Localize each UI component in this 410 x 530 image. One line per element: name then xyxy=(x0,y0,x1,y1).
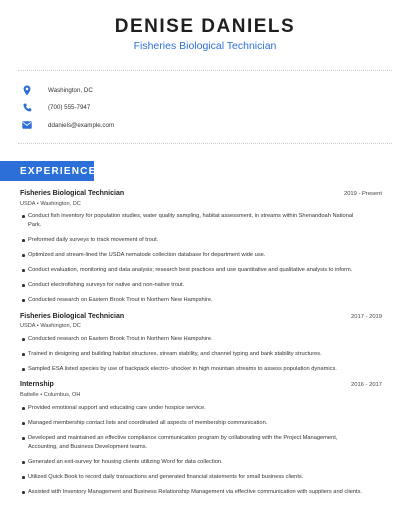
email-text: ddaniels@example.com xyxy=(48,121,115,129)
bullet-dot xyxy=(22,476,25,479)
bullet-text: Conduct evaluation, monitoring and data analysis; research best practices and use quantitative and qualitative analysis to inform. xyxy=(28,267,353,273)
list-item xyxy=(22,473,367,482)
list-item xyxy=(22,236,367,245)
bullet-text: Developed and maintained an effective compliance communication program by collaborating with the Project Management, Accounting, and Business Development teams. xyxy=(28,435,338,451)
job-org: USDA xyxy=(20,201,36,207)
job-dates: 2019 - Present xyxy=(343,191,382,197)
list-item xyxy=(22,335,367,344)
job-dates: 2016 - 2017 xyxy=(351,382,382,388)
job-org: USDA xyxy=(20,323,36,329)
list-item xyxy=(22,350,367,359)
location-pin-icon xyxy=(22,84,32,96)
bullet-text: Provided emotional support and educating care under hospice service. xyxy=(28,405,206,411)
job-title: Fisheries Biological Technician xyxy=(20,313,125,320)
candidate-name: DENISE DANIELS xyxy=(114,16,296,37)
location-text: Washington, DC xyxy=(48,86,93,94)
bullet-text: Conducted research on Eastern Brook Trout in Northern New Hampshire. xyxy=(28,336,213,342)
list-item xyxy=(22,296,367,305)
bullet-dot xyxy=(22,368,25,371)
list-item xyxy=(22,251,367,260)
bullet-dot xyxy=(22,239,25,242)
candidate-title: Fisheries Biological Technician xyxy=(133,40,277,52)
bullet-text: Sampled ESA listed species by use of backpack electro- shocker in high mountain streams to assess population dynamics. xyxy=(28,366,337,372)
bullet-dot xyxy=(22,215,25,218)
bullet-dot xyxy=(22,407,25,410)
bullet-dot xyxy=(22,299,25,302)
list-item xyxy=(22,212,367,231)
list-item xyxy=(22,488,367,497)
job-title: Internship xyxy=(20,381,54,388)
job-employer: USDA • Washington, DC xyxy=(20,201,81,207)
job-title: Fisheries Biological Technician xyxy=(20,190,125,197)
contact-divider xyxy=(18,143,392,144)
contact-location xyxy=(22,84,93,96)
bullet-text: Conducted research on Eastern Brook Trout in Northern New Hampshire. xyxy=(28,297,213,303)
list-item xyxy=(22,458,367,467)
contact-phone xyxy=(22,101,90,113)
job-org: Battelle xyxy=(20,392,39,398)
list-item xyxy=(22,266,367,275)
bullet-dot xyxy=(22,254,25,257)
job-location: Washington, DC xyxy=(40,201,81,207)
bullet-dot xyxy=(22,422,25,425)
bullet-text: Trained in designing and building habitat structures, stream stability, and channel typing and bank stability structures. xyxy=(28,351,322,357)
job-location: Columbus, OH xyxy=(43,392,81,398)
job-location: Washington, DC xyxy=(40,323,81,329)
header-divider xyxy=(18,70,392,71)
bullet-text: Preformed daily surveys to track movement of trout. xyxy=(28,237,159,243)
phone-icon xyxy=(22,101,32,113)
list-item xyxy=(22,281,367,290)
bullet-dot xyxy=(22,338,25,341)
bullet-dot xyxy=(22,461,25,464)
bullet-text: Conduct fish inventory for population studies, water quality sampling, habitat assessment, in streams within Shenandoah National Park. xyxy=(28,213,354,229)
bullet-text: Generated an exit-survey for housing clients utilizing Word for data collection. xyxy=(28,459,223,465)
bullet-text: Utilized Quick Book to record daily transactions and generated financial statements for small business clients. xyxy=(28,474,304,480)
bullet-text: Conduct electrofishing surveys for native and non-native trout. xyxy=(28,282,185,288)
bullet-dot xyxy=(22,491,25,494)
bullet-text: Managed membership contact lists and coordinated all aspects of membership communication. xyxy=(28,420,268,426)
list-item xyxy=(22,365,367,374)
list-item xyxy=(22,434,367,453)
list-item xyxy=(22,419,367,428)
bullet-text: Optimized and stream-lined the USDA nematode collection database for department wide use. xyxy=(28,252,266,258)
bullet-dot xyxy=(22,437,25,440)
bullet-dot xyxy=(22,353,25,356)
experience-heading: EXPERIENCE xyxy=(0,161,94,181)
job-employer: Battelle • Columbus, OH xyxy=(20,392,81,398)
job-dates: 2017 - 2019 xyxy=(351,314,382,320)
job-employer: USDA • Washington, DC xyxy=(20,323,81,329)
bullet-text: Assisted with Inventory Management and Business Relationship Management via effective communication with suppliers and clients. xyxy=(28,489,363,495)
bullet-dot xyxy=(22,269,25,272)
envelope-icon xyxy=(22,119,32,131)
list-item xyxy=(22,404,367,413)
phone-text: (700) 555-7947 xyxy=(48,103,91,111)
bullet-dot xyxy=(22,284,25,287)
contact-email xyxy=(22,119,114,131)
